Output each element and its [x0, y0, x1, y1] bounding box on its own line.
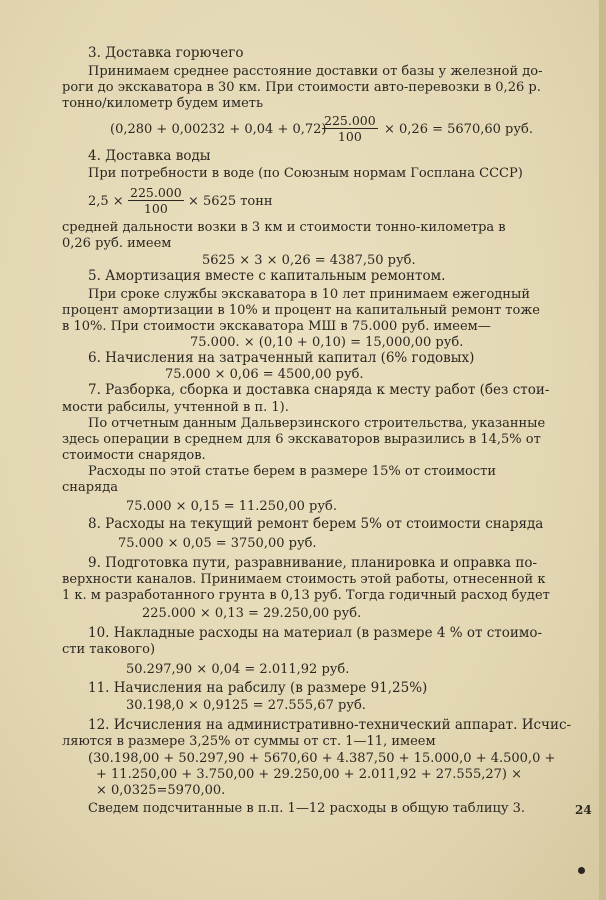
page-binding-edge: [599, 0, 606, 900]
formula-line: 75.000 × 0,15 = 11.250,00 руб.: [126, 499, 337, 514]
section-10-heading: 10. Накладные расходы на материал (в размере 4 % от стоимо-: [88, 625, 543, 641]
text-line: роги до экскаватора в 30 км. При стоимости авто-перевозки в 0,26 р.: [62, 80, 541, 95]
formula-line: 5625 × 3 × 0,26 = 4387,50 руб.: [202, 253, 416, 268]
formula-line: × 0,0325=5970,00.: [96, 783, 226, 798]
ink-spot: [578, 867, 585, 874]
text-line: мости рабсилы, учтенной в п. 1).: [62, 400, 289, 415]
formula-line: 50.297,90 × 0,04 = 2.011,92 руб.: [126, 662, 350, 677]
formula-line: + 11.250,00 + 3.750,00 + 29.250,00 + 2.011,92 + 27.555,27) ×: [96, 767, 523, 782]
formula-line: 75.000. × (0,10 + 0,10) = 15,000,00 руб.: [190, 335, 464, 350]
section-3-heading: 3. Доставка горючего: [88, 45, 244, 61]
text-line: стоимости снарядов.: [62, 448, 206, 463]
text-line: Сведем подсчитанные в п.п. 1—12 расходы в общую таблицу 3.: [88, 801, 526, 816]
text-line: При потребности в воде (по Союзным нормам Госплана СССР): [88, 166, 523, 181]
text-line: При сроке службы экскаватора в 10 лет принимаем ежегодный: [88, 287, 530, 302]
text-line: здесь операции в среднем для 6 экскаваторов выразились в 14,5% от: [62, 432, 541, 447]
section-5-heading: 5. Амортизация вместе с капитальным ремонтом.: [88, 268, 446, 284]
formula-part: × 5625 тонн: [188, 194, 273, 209]
fraction: [128, 186, 184, 215]
section-11-heading: 11. Начисления на рабсилу (в размере 91,25%): [88, 680, 428, 696]
text-line: снаряда: [62, 480, 118, 495]
formula-part: (0,280 + 0,00232 + 0,04 + 0,72): [110, 122, 327, 137]
fraction-numerator: 225.000: [324, 113, 376, 128]
text-line: в 10%. При стоимости экскаватора МШ в 75.000 руб. имеем—: [62, 319, 491, 334]
text-line: Принимаем среднее расстояние доставки от базы у железной до-: [88, 64, 543, 79]
fraction-denominator: 100: [143, 201, 168, 216]
fraction: [322, 114, 378, 143]
text-line: Расходы по этой статье берем в размере 15% от стоимости: [88, 464, 497, 479]
text-line: средней дальности возки в 3 км и стоимости тонно-километра в: [62, 220, 506, 235]
text-line: 1 к. м разработанного грунта в 0,13 руб. Тогда годичный расход будет: [62, 588, 550, 603]
section-9-heading: 9. Подготовка пути, разравнивание, планировка и оправка по-: [88, 555, 538, 571]
page-number: 24: [575, 803, 592, 817]
formula-line: 225.000 × 0,13 = 29.250,00 руб.: [142, 606, 362, 621]
text-line: 0,26 руб. имеем: [62, 236, 172, 251]
text-line: верхности каналов. Принимаем стоимость этой работы, отнесенной к: [62, 572, 546, 587]
formula-line: 30.198,0 × 0,9125 = 27.555,67 руб.: [126, 698, 366, 713]
formula-line: 75.000 × 0,05 = 3750,00 руб.: [118, 536, 317, 551]
fraction-denominator: 100: [337, 129, 362, 144]
text-line: По отчетным данным Дальверзинского строительства, указанные: [88, 416, 546, 431]
text-line: процент амортизации в 10% и процент на капитальный ремонт тоже: [62, 303, 540, 318]
section-4-heading: 4. Доставка воды: [88, 148, 211, 164]
formula-part: 2,5 ×: [88, 194, 124, 209]
section-6-heading: 6. Начисления на затраченный капитал (6% годовых): [88, 350, 475, 366]
text-line: ляются в размере 3,25% от суммы от ст. 1—11, имеем: [62, 734, 436, 749]
section-7-heading: 7. Разборка, сборка и доставка снаряда к месту работ (без стои-: [88, 382, 550, 398]
section-12-heading: 12. Исчисления на административно-технический аппарат. Исчис-: [88, 717, 572, 733]
formula-line: (30.198,00 + 50.297,90 + 5670,60 + 4.387,50 + 15.000,0 + 4.500,0 +: [88, 751, 556, 766]
section-8-heading: 8. Расходы на текущий ремонт берем 5% от стоимости снаряда: [88, 516, 544, 532]
text-line: тонно/километр будем иметь: [62, 96, 264, 111]
text-line: сти такового): [62, 642, 156, 657]
formula-part: × 0,26 = 5670,60 руб.: [384, 122, 533, 137]
formula-line: 75.000 × 0,06 = 4500,00 руб.: [165, 367, 364, 382]
fraction-numerator: 225.000: [130, 185, 182, 200]
